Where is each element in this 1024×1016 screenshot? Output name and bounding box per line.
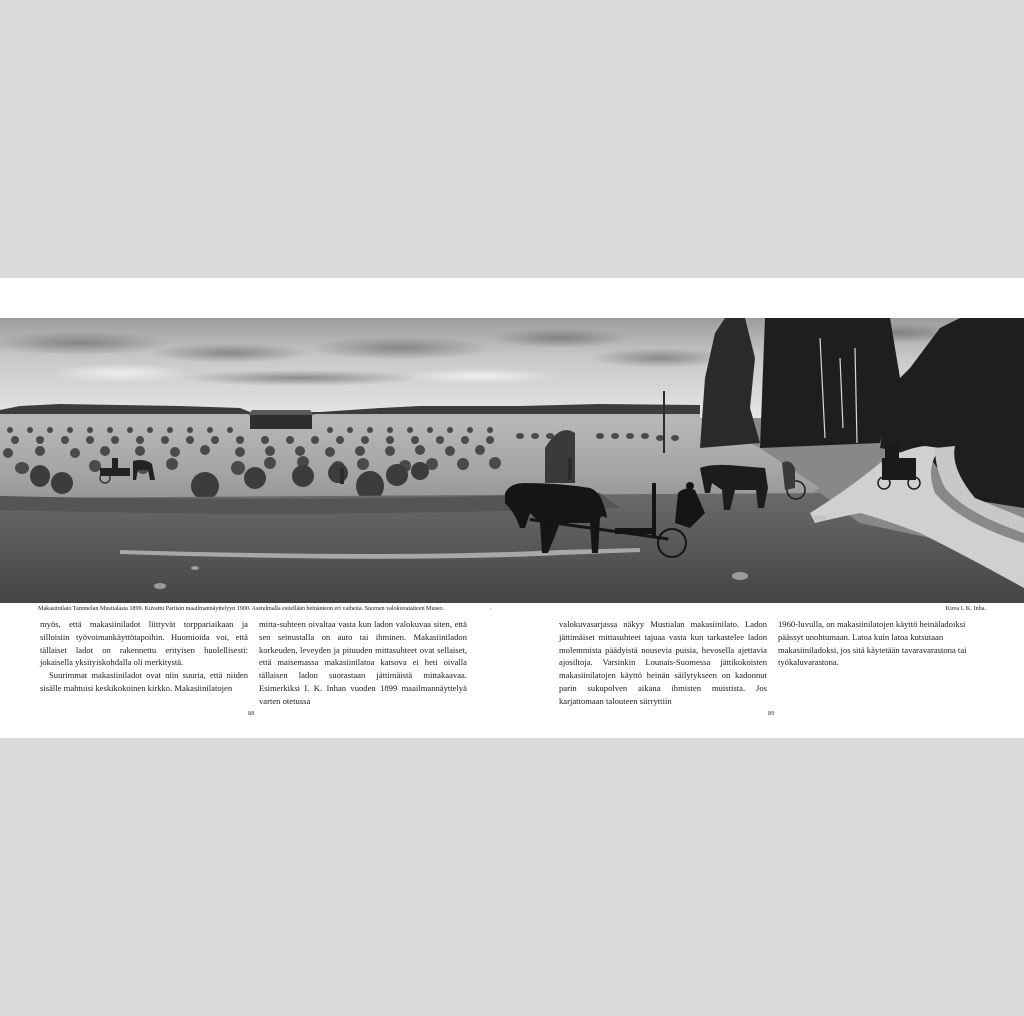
paragraph: Suurimmat makasiiniladot ovat niin suuria, että niiden sisälle mahtuisi keskikokoinen kirkko. Makasiinilatojen [40, 670, 248, 693]
book-spread [0, 278, 1024, 738]
paragraph: myös, että makasiiniladot liittyvät torppariaikaan ja silloisiin työvoimankäyttötapoihin. Huomioida voi, että tällaiset ladot on rakennettu erityisen huolellisesti: jokaisella yksityiskohdalla oli merkitystä. [40, 619, 248, 668]
panorama-photo [0, 318, 1024, 603]
paragraph: mitta-suhteen oivaltaa vasta kun ladon valokuvaa siten, että sen seinustalla on auto tai ihminen. Makasiiniladon korkeuden, leveyden ja pituuden mittasuhteet ovat sellaiset, että maisemassa makasiinilatoa katsova ei heti oivalla tällaisen ladon suorastaan jättimäistä mittakaavaa. Esimerkiksi I. K. Inhan vuoden 1899 maailmannäyttelyä varten otetussa [259, 619, 467, 706]
text-column-4 [778, 618, 990, 669]
paragraph: valokuvasarjassa näkyy Mustialan makasiinilato. Ladon jättimäiset mittasuhteet tajuaa vasta kun tarkastelee ladon molemmista päädyistä nousevia puisia, hevosella ajettavia ajosiltoja. Varsinkin Lounais-Suomessa jättikokoisten makasiinilatojen käyttö heinän säilytykseen on kadonnut parin sukupolven aikana ihmisten muistista. Jos karjattomaan talouteen siirryttiin [559, 619, 767, 706]
text-column-3 [559, 618, 767, 708]
text-column-2 [259, 618, 467, 708]
photo-credit: Kuva I. K. Inha. [945, 605, 986, 612]
page-number-left: 88 [248, 710, 255, 717]
paragraph: 1960-luvulla, on makasiinilatojen käyttö heinäladoiksi päässyt unohtumaan. Latoa kuin latoa kutsutaan makasiiniladoksi, jos sitä käytetään tavaravarastona tai työkaluvarastona. [778, 619, 967, 668]
text-column-1 [40, 618, 248, 695]
caption-dot: . [490, 605, 492, 611]
photo-caption: Makasiinilato Tammelan Mustialasta 1899. Kuvattu Pariisin maailmannäyttelyyn 1900. Asetelmalla esitellään heinänteon eri vaiheita. Suomen valokuvataiteen Museo. [38, 605, 445, 612]
page-number-right: 89 [768, 710, 775, 717]
